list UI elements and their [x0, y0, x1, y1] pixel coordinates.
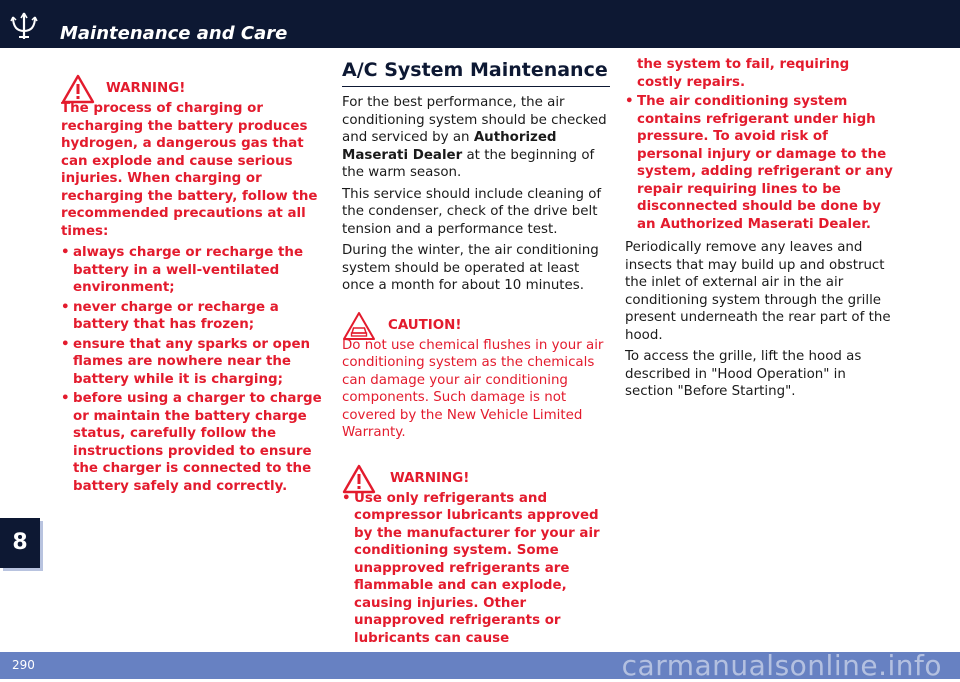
- list-item-text: ensure that any sparks or open flames are nowhere near the battery while it is charging;: [73, 336, 311, 387]
- dealer-name-bold: Authorized Maserati Dealer: [342, 130, 557, 163]
- list-item: • The air conditioning system contains refrigerant under high pressure. To avoid risk of personal injury or damage to the system, adding refrigerant or any repair requiring lines to be disconnected should be done by an Authorized Maserati Dealer.: [625, 94, 893, 232]
- warning-bullet-list-continued: [625, 56, 897, 233]
- header-bar: [0, 0, 960, 48]
- column-ac-maintenance: [342, 58, 610, 649]
- list-item: • Use only refrigerants and compressor lubricants approved by the manufacturer for your air conditioning system. Some unapproved refrigerants are flammable and can explode, causing injuries. Other unapproved refrigerants or lubricants can cause: [342, 490, 600, 646]
- column-ac-continued: [625, 56, 897, 405]
- page-number: 290: [12, 658, 35, 672]
- section-header-title: Maintenance and Care: [60, 23, 288, 44]
- watermark: carmanualsonline.info: [621, 649, 942, 682]
- warning-bullet-list: [61, 244, 327, 495]
- paragraph: This service should include cleaning of the condenser, check of the drive belt tension and a performance test.: [342, 186, 602, 237]
- warning-heading: [342, 470, 610, 490]
- paragraph: [342, 94, 610, 182]
- list-item-continuation: [625, 56, 897, 91]
- warning-bullet-list: [342, 490, 610, 648]
- list-item: • ensure that any sparks or open flames are nowhere near the battery while it is charging;: [61, 336, 311, 387]
- warning-title: WARNING!: [390, 470, 470, 486]
- list-item: • before using a charger to charge or maintain the battery charge status, carefully follow the instructions provided to ensure the charger is connected to the battery safely and correctly.: [61, 391, 322, 494]
- footer-bar: [0, 649, 960, 682]
- column-battery-warning: [61, 80, 327, 497]
- warning-triangle-icon: [61, 74, 95, 104]
- list-item-text: never charge or recharge a battery that has frozen;: [73, 299, 279, 332]
- paragraph: Periodically remove any leaves and insects that may build up and obstruct the inlet of external air in the air conditioning system through the grille present underneath the rear part of the hood.: [625, 240, 891, 343]
- caution-text: Do not use chemical flushes in your air conditioning system as the chemicals can damage your air conditioning components. Such damage is not covered by the New Vehicle Limited Warranty.: [342, 337, 604, 440]
- paragraph-text: For the best performance, the air conditioning system should be checked and serviced by an: [342, 95, 607, 145]
- list-item-text: before using a charger to charge or maintain the battery charge status, carefully follow the instructions provided to ensure the charger is connected to the battery safely and correctly.: [73, 391, 322, 494]
- list-item: • always charge or recharge the battery in a well-ventilated environment;: [61, 245, 304, 295]
- caution-car-icon: [342, 311, 376, 341]
- chapter-tab: 8: [0, 518, 40, 568]
- paragraph: To access the grille, lift the hood as described in "Hood Operation" in section "Before Starting".: [625, 349, 862, 399]
- caution-title: CAUTION!: [388, 317, 462, 333]
- list-item-text: always charge or recharge the battery in a well-ventilated environment;: [73, 245, 304, 295]
- list-item: • never charge or recharge a battery that has frozen;: [61, 299, 279, 332]
- paragraph-text: at the beginning of the warm season.: [342, 147, 595, 180]
- warning-title: WARNING!: [106, 81, 186, 96]
- list-item-text: Use only refrigerants and compressor lubricants approved by the manufacturer for your air conditioning system. Some unapproved refrigerants are flammable and can explode, causing injuries. Other unapproved refrigerants or lubricants can cause: [354, 490, 600, 646]
- list-item-text: The air conditioning system contains refrigerant under high pressure. To avoid risk of personal injury or damage to the system, adding refrigerant or any repair requiring lines to be disconnected should be done by an Authorized Maserati Dealer.: [637, 94, 893, 232]
- trident-logo-icon: [8, 11, 40, 41]
- section-title: A/C System Maintenance: [342, 58, 610, 87]
- warning-intro-text: The process of charging or recharging the battery produces hydrogen, a dangerous gas that can explode and cause serious injuries. When charging or recharging the battery, follow the recommended precautions at all times:: [61, 101, 318, 239]
- list-item-text: the system to fail, requiring costly repairs.: [637, 57, 850, 90]
- paragraph: During the winter, the air conditioning system should be operated at least once a month for about 10 minutes.: [342, 243, 599, 293]
- warning-heading: [61, 80, 327, 100]
- caution-heading: [342, 317, 610, 337]
